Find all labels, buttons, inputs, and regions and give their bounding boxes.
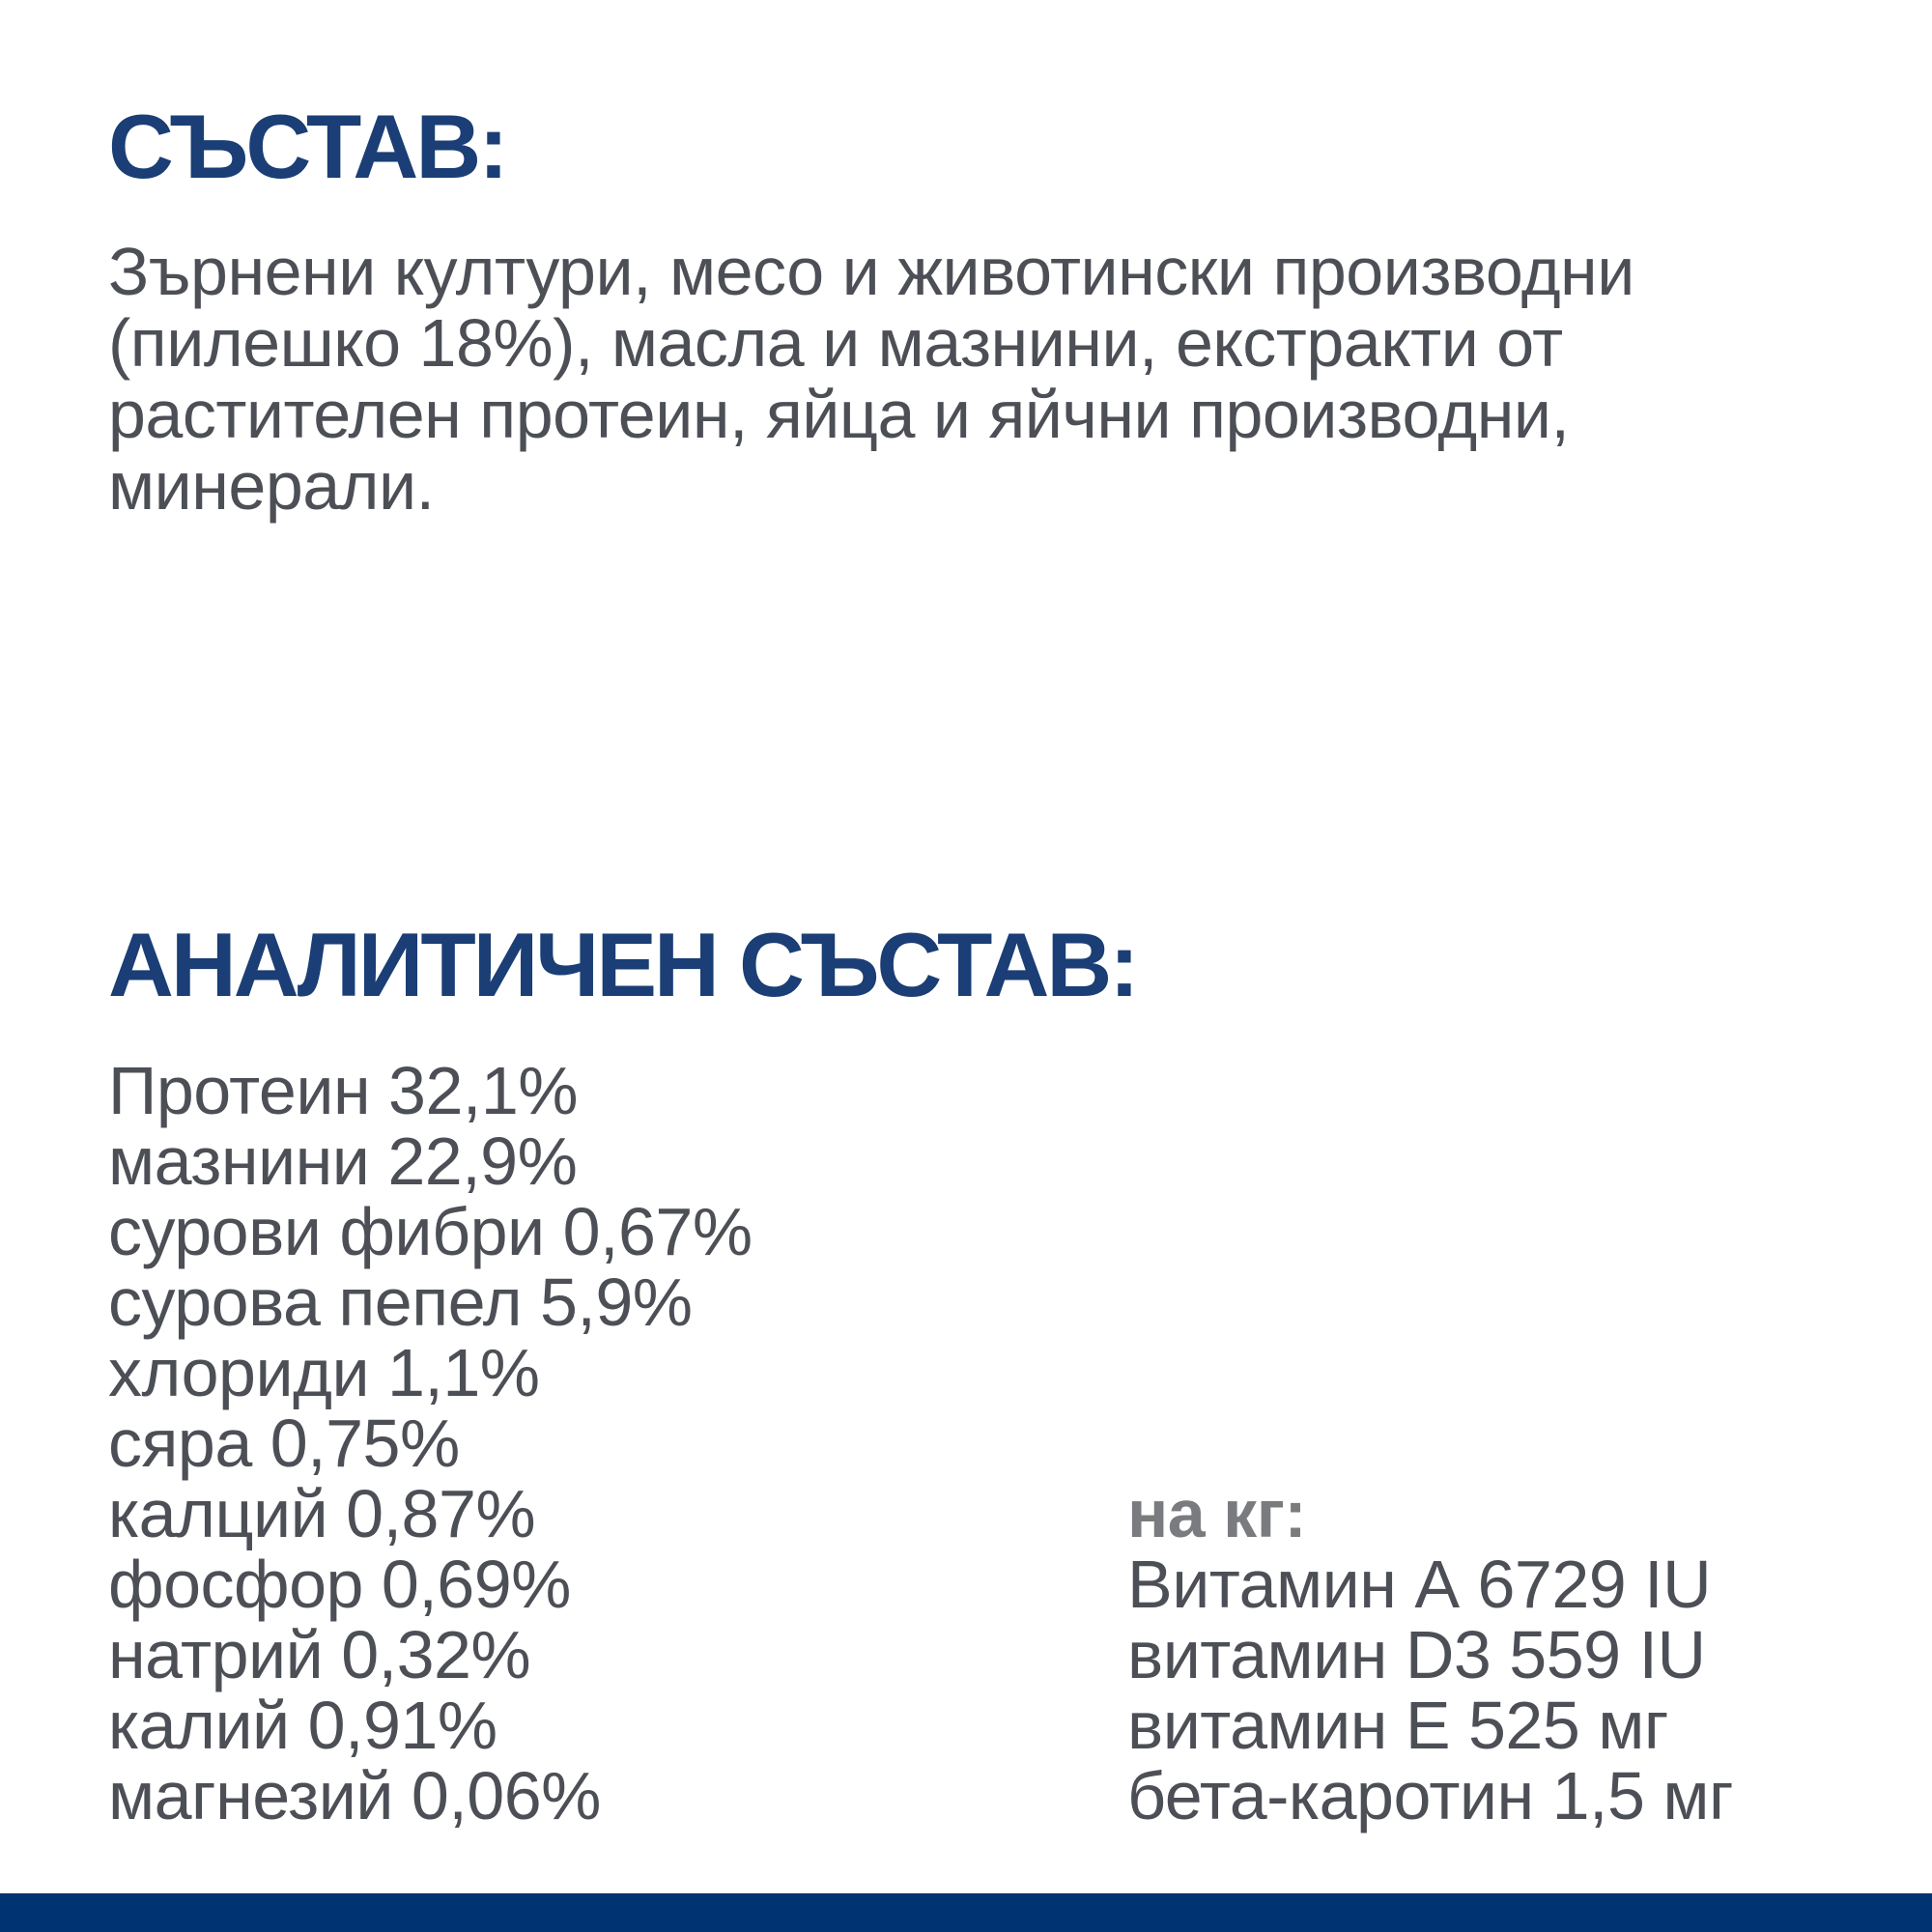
vitamin-item-vitamin-e: витамин Е 525 мг	[1127, 1688, 1668, 1763]
analytical-item-magnesium: магнезий 0,06%	[108, 1758, 601, 1833]
analytical-item-calcium: калций 0,87%	[108, 1476, 536, 1551]
analytical-item-chlorides: хлориди 1,1%	[108, 1335, 540, 1410]
composition-line: (пилешко 18%), масла и мазнини, екстракти от	[108, 305, 1563, 381]
analytical-item-phosphorus: фосфор 0,69%	[108, 1547, 571, 1622]
per-kg-label: на кг:	[1127, 1476, 1307, 1551]
analytical-item-potassium: калий 0,91%	[108, 1688, 497, 1763]
analytical-item-fibre: сурови фибри 0,67%	[108, 1194, 753, 1269]
footer-brand-bar	[0, 1893, 1932, 1932]
analytical-item-ash: сурова пепел 5,9%	[108, 1264, 693, 1340]
composition-line: Зърнени култури, месо и животински производни	[108, 234, 1634, 309]
vitamin-item-vitamin-a: Витамин А 6729 IU	[1127, 1547, 1712, 1622]
analytical-heading: АНАЛИТИЧЕН СЪСТАВ:	[108, 914, 1137, 1015]
vitamin-item-beta-carotene: бета-каротин 1,5 мг	[1127, 1758, 1734, 1833]
per-kg-column	[1127, 1476, 1734, 1833]
vitamin-item-vitamin-d3: витамин D3 559 IU	[1127, 1617, 1706, 1692]
analytical-item-sulphur: сяра 0,75%	[108, 1406, 460, 1481]
analytical-item-protein: Протеин 32,1%	[108, 1053, 579, 1128]
analytical-item-sodium: натрий 0,32%	[108, 1617, 531, 1692]
analytical-item-fat: мазнини 22,9%	[108, 1123, 578, 1199]
composition-heading: СЪСТАВ:	[108, 96, 506, 197]
composition-line: растителен протеин, яйца и яйчни производни,	[108, 377, 1570, 452]
analytical-list	[108, 1053, 753, 1833]
composition-line: минерали.	[108, 448, 435, 524]
composition-text	[108, 236, 1634, 522]
